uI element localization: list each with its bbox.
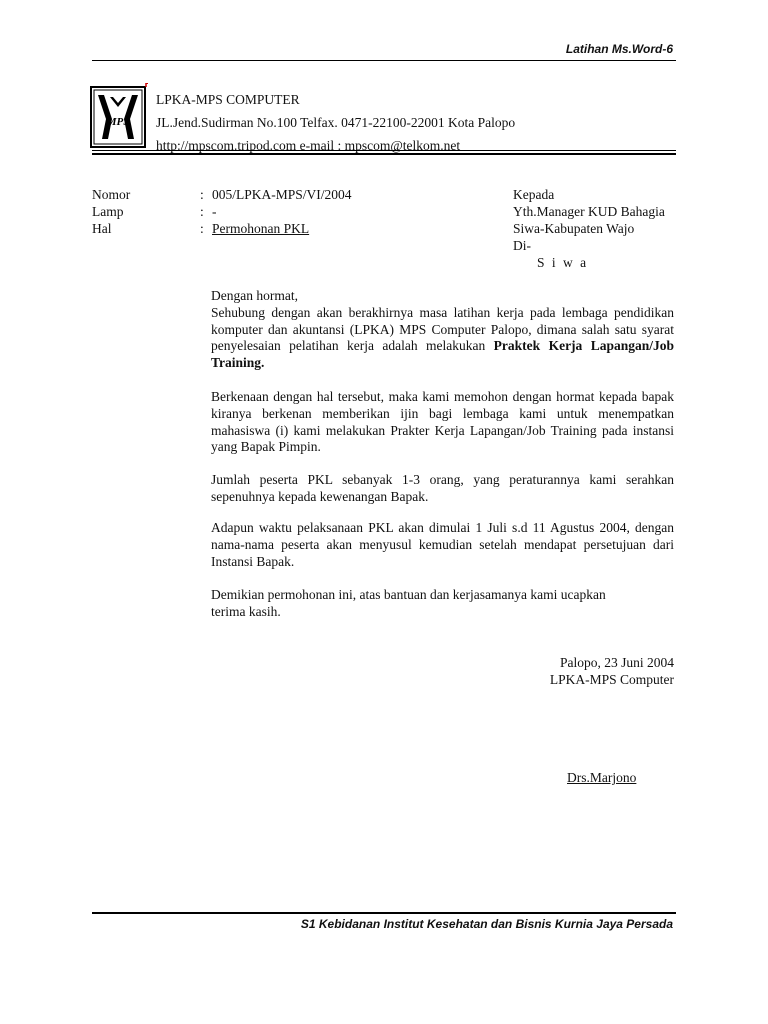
- recipient-line: Siwa-Kabupaten Wajo: [513, 221, 635, 236]
- meta-sep: :: [200, 221, 204, 236]
- letterhead-rule-thick: [92, 153, 676, 155]
- letter-body-1: [211, 288, 674, 372]
- paragraph-4: Adapun waktu pelaksanaan PKL akan dimulai 1 Juli s.d 11 Agustus 2004, dengan nama-nama peserta akan menyusul kemudian setelah mendapat persetujuan dari Instansi Bapak.: [211, 520, 674, 569]
- org-web-email: http://mpscom.tripod.com e-mail : mpscom@telkom.net: [156, 138, 461, 153]
- meta-sep: :: [200, 187, 204, 202]
- recipient-block: [513, 186, 665, 271]
- signature-block: [550, 654, 674, 688]
- recipient-line: S i w a: [537, 255, 589, 270]
- letterhead-rule-thin: [92, 150, 676, 151]
- recipient-line: Yth.Manager KUD Bahagia: [513, 204, 665, 219]
- meta-sep: :: [200, 204, 204, 219]
- org-name: LPKA-MPS COMPUTER: [156, 92, 300, 107]
- paragraph-1: Sehubung dengan akan berakhirnya masa latihan kerja pada lembaga pendidikan komputer dan akuntansi (LPKA) MPS Computer Palopo, dimana salah satu syarat penyelesaian pelatihan kerja adalah melakukan Praktek Kerja Lapangan/Job Training.: [211, 304, 674, 371]
- meta-value-hal: Permohonan PKL: [212, 221, 310, 236]
- greeting: Dengan hormat,: [211, 288, 298, 303]
- place-date: Palopo, 23 Juni 2004: [559, 655, 674, 670]
- meta-labels: [92, 186, 130, 237]
- signature-org: LPKA-MPS Computer: [549, 672, 674, 687]
- letterhead: [156, 88, 515, 157]
- meta-value-lamp: -: [212, 204, 217, 219]
- mps-logo: [90, 83, 148, 149]
- meta-values: [212, 186, 352, 237]
- org-address: JL.Jend.Sudirman No.100 Telfax. 0471-22100-22001 Kota Palopo: [156, 115, 516, 130]
- paragraph-3: Jumlah peserta PKL sebanyak 1-3 orang, yang peraturannya kami serahkan sepenuhnya kepada kewenangan Bapak.: [211, 472, 674, 504]
- paragraph-5: [211, 587, 674, 621]
- footer-rule: [92, 912, 676, 914]
- document-label: Latihan Ms.Word-6: [565, 42, 673, 56]
- meta-value-nomor: 005/LPKA-MPS/VI/2004: [212, 187, 352, 202]
- header-rule: [92, 60, 676, 61]
- meta-label-hal: Hal: [92, 221, 112, 236]
- recipient-line: Kepada: [513, 187, 555, 202]
- meta-label-lamp: Lamp: [92, 204, 124, 219]
- meta-separators: [200, 186, 204, 237]
- recipient-line: Di-: [513, 238, 531, 253]
- paragraph-1-bold: Praktek Kerja Lapangan/Job Training.: [211, 338, 674, 371]
- signatory-name: Drs.Marjono: [567, 770, 637, 785]
- paragraph-5-line2: terima kasih.: [211, 603, 281, 619]
- meta-label-nomor: Nomor: [92, 187, 131, 202]
- paragraph-5-line1: Demikian permohonan ini, atas bantuan dan kerjasamanya kami ucapkan: [211, 587, 606, 602]
- paragraph-2: Berkenaan dengan hal tersebut, maka kami memohon dengan hormat kepada bapak kiranya berkenan memberikan ijin bagi lembaga kami untuk menempatkan mahasiswa (i) kami melakukan Prakter Kerja Lapangan/Job Training pada instansi yang Bapak Pimpin.: [211, 389, 674, 455]
- logo-text: MPS: [106, 116, 130, 128]
- footer-text: S1 Kebidanan Institut Kesehatan dan Bisnis Kurnia Jaya Persada: [300, 917, 673, 931]
